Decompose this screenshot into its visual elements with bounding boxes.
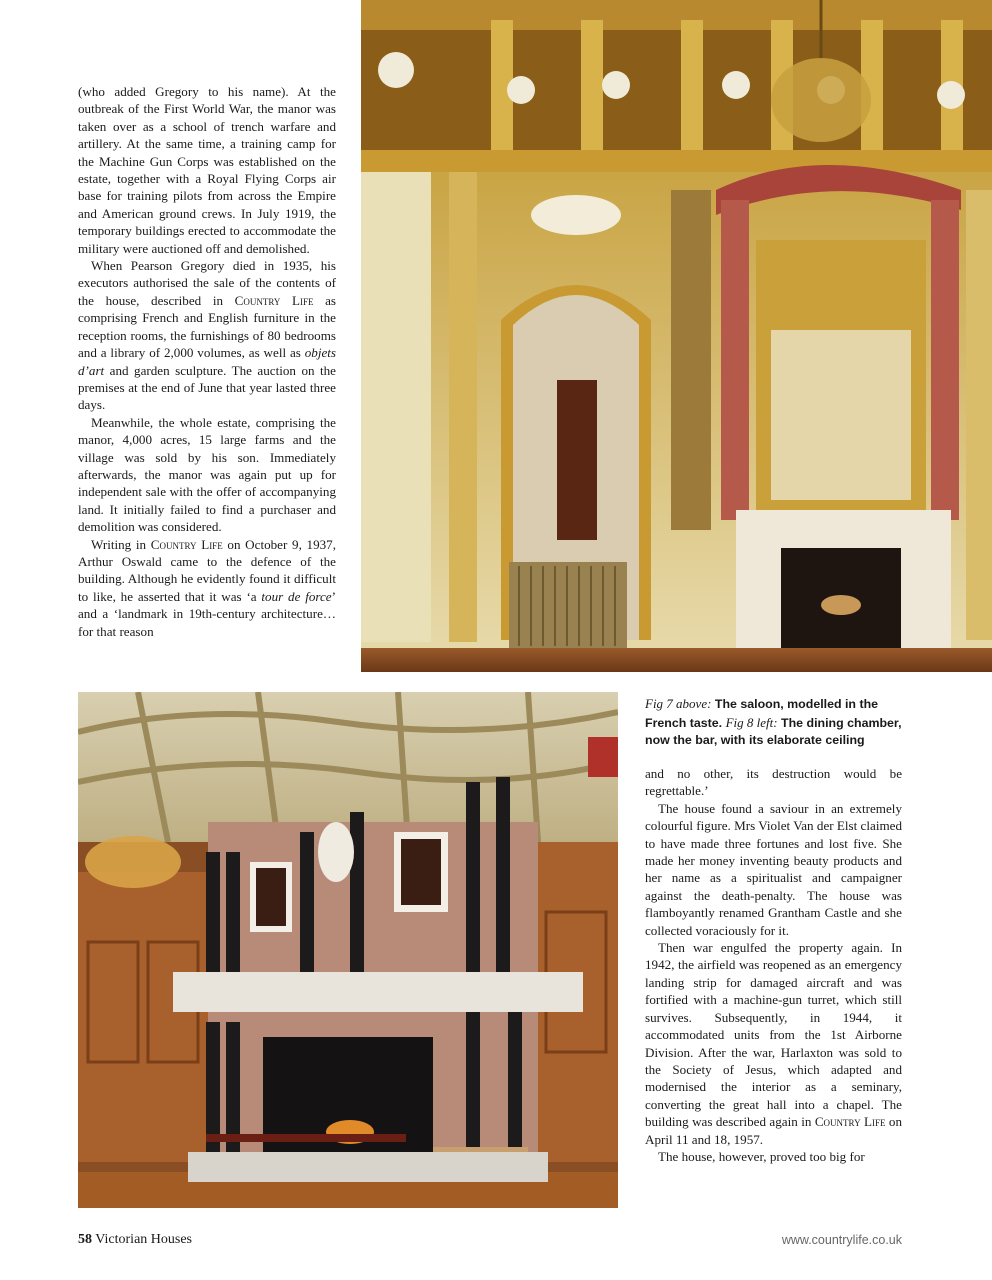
page-number: 58 <box>78 1232 92 1247</box>
paragraph: Then war engulfed the property again. In 1942, the airfield was reopened as an emergency landing strip for damaged aircraft and was fortified with a machine-gun turret, which still survives. Subsequently, in 1944, it accommodated units from the 1st Airborne Division. After the war, Harlaxton was sold to the Society of Jesus, which adapted and modernised the interior as a seminary, converting the great hall into a chapel. The building was described again in Country Life on April 11 and 18, 1957. <box>645 940 902 1147</box>
paragraph: and no other, its destruction would be regrettable.’ <box>645 766 902 799</box>
dining-chamber-illustration <box>78 692 618 1208</box>
paragraph: Meanwhile, the whole estate, comprising the manor, 4,000 acres, 15 large farms and the village was sold by his son. Immediately afterwards, the manor was again put up for independent sale with the offer of accompanying land. It initially failed to find a purchaser and demolition was considered. <box>78 414 336 535</box>
paragraph: The house found a saviour in an extremely colourful figure. Mrs Violet Van der Elst claimed to have made three fortunes and lost five. She made her money inventing beauty products and her name as a spiritualist and campaigner against the death-penalty. The house was flamboyantly renamed Grantham Castle and she collected voraciously for it. <box>645 800 902 938</box>
magazine-name: Country Life <box>814 1114 886 1130</box>
fig7-caption: The saloon, modelled in the French taste. <box>645 697 879 730</box>
dining-chamber-photo <box>78 692 618 1208</box>
paragraph: Writing in Country Life on October 9, 1937, Arthur Oswald came to the defence of the building. Although he evidently found it difficult to like, he asserted that it was ‘a tour de force’ and a ‘landmark in 19th-century architecture…for that reason <box>78 536 337 639</box>
saloon-illustration <box>361 0 992 672</box>
article-right-column <box>645 765 902 1165</box>
magazine-name: Country Life <box>234 292 314 308</box>
footer-folio <box>78 1232 192 1248</box>
fig8-label: Fig 8 left: <box>725 714 778 730</box>
magazine-name: Country Life <box>150 536 223 552</box>
paragraph: The house, however, proved too big for <box>658 1148 865 1164</box>
figure-caption <box>645 695 902 750</box>
article-left-column <box>78 83 336 640</box>
saloon-photo <box>361 0 992 672</box>
fig7-label: Fig 7 above: <box>645 696 712 711</box>
paragraph: When Pearson Gregory died in 1935, his executors authorised the sale of the contents of the house, described in Country Life as comprising French and English furniture in the reception rooms, the furnishings of 80 bedrooms and a library of 2,000 volumes, as well as objets d’art and garden sculpture. The auction on the premises at the end of June that year lasted three days. <box>78 258 337 413</box>
section-name: Victorian Houses <box>95 1232 192 1247</box>
website-url: www.countrylife.co.uk <box>781 1233 902 1247</box>
fig8-caption: The dining chamber, now the bar, with its elaborate ceiling <box>645 715 902 748</box>
paragraph: (who added Gregory to his name). At the outbreak of the First World War, the manor was taken over as a school of trench warfare and artillery. At the same time, a training camp for the Machine Gun Corps was established on the estate, together with a Royal Flying Corps air base for training pilots from across the Empire and American ground crews. In July 1919, the temporary buildings erected to accommodate the military were auctioned off and demolished. <box>78 84 336 256</box>
